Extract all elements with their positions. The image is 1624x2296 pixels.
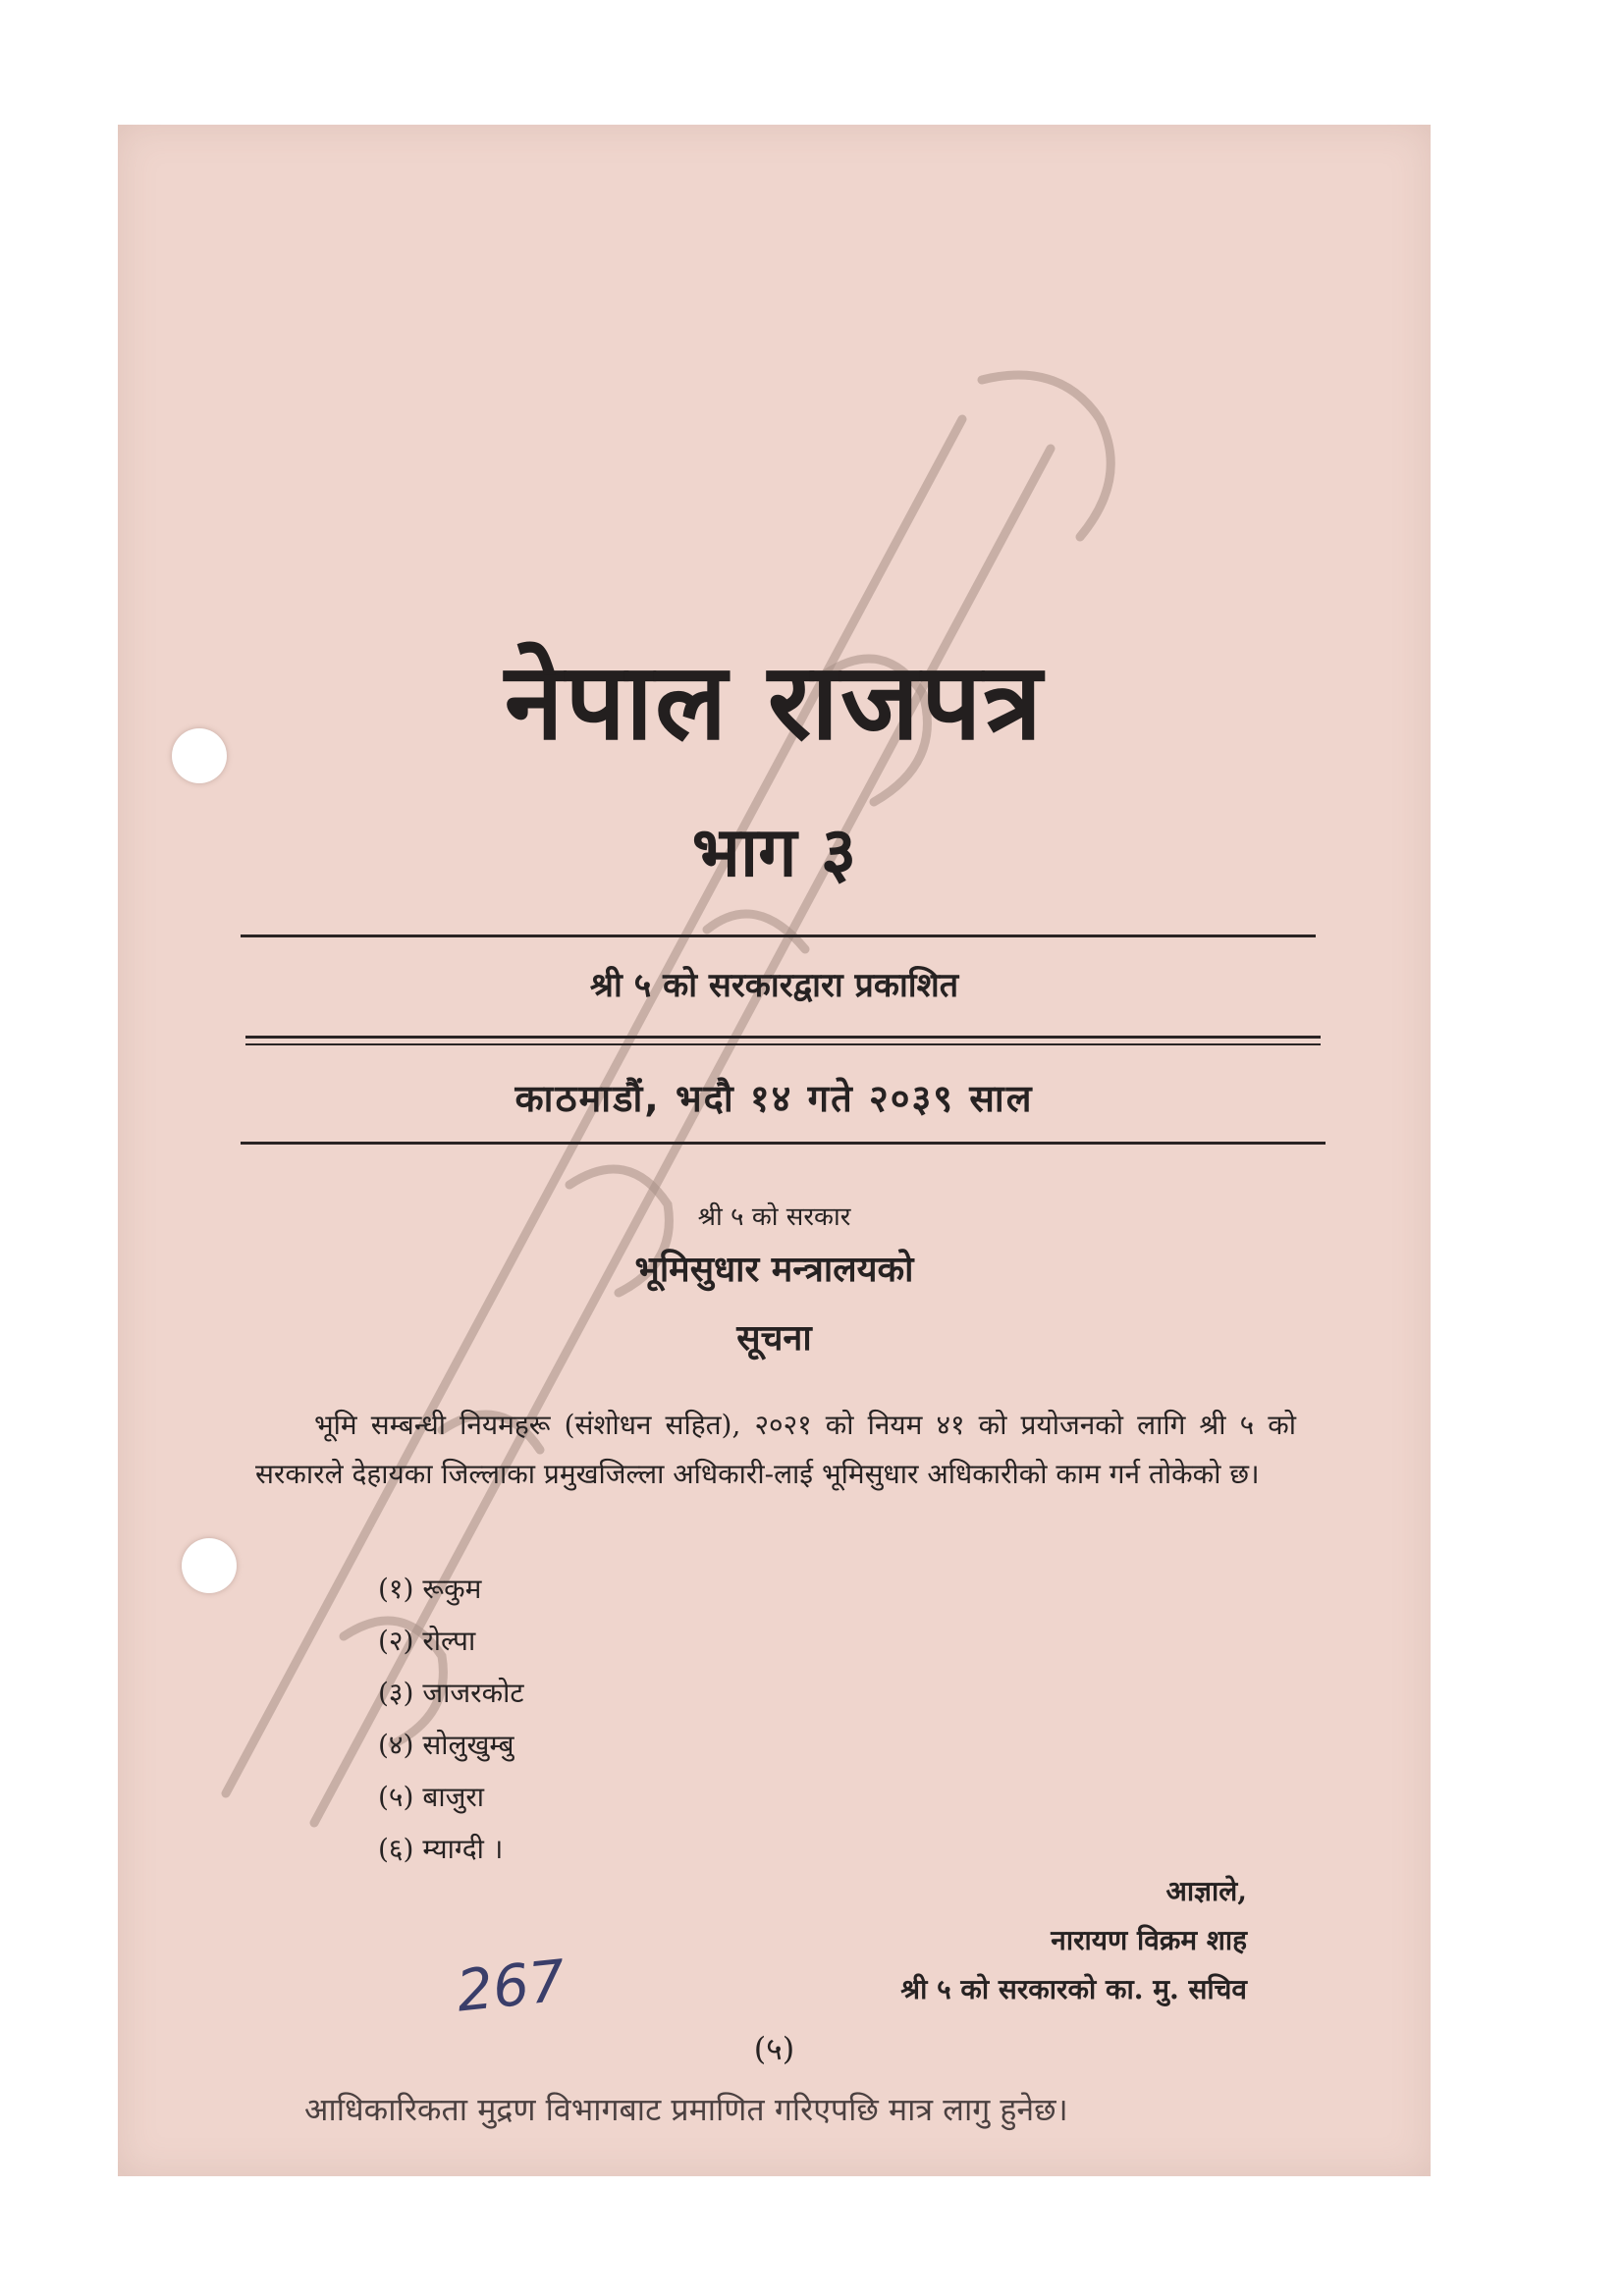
page-number: (५) [753,2030,795,2067]
publisher-line: श्री ५ को सरकारद्वारा प्रकाशित [589,966,959,1005]
district-list [378,1563,523,1875]
signature-designation: श्री ५ को सरकारको का. मु. सचिव [900,1973,1247,2005]
ministry-heading: भूमिसुधार मन्त्रालयको [634,1249,914,1290]
signature-order: आज्ञाले, [1165,1875,1247,1907]
list-item: (१) रूकुम [378,1573,482,1605]
rule-3 [241,1142,1326,1145]
list-item: (५) बाजुरा [378,1781,485,1813]
government-heading: श्री ५ को सरकार [697,1202,851,1232]
signature-block [805,1867,1247,2014]
rule-2b [245,1043,1321,1045]
list-item: (६) म्याग्दी । [378,1833,504,1865]
gazette-page [118,125,1431,2176]
handwritten-number: 267 [453,1947,568,2025]
gazette-title: नेपाल राजपत्र [504,641,1045,764]
punch-hole-bottom [182,1538,237,1593]
signature-name: नारायण विक्रम शाह [1051,1924,1247,1956]
notice-body: भूमि सम्बन्धी नियमहरू (संशोधन सहित), २०२१ को नियम ४१ को प्रयोजनको लागि श्री ५ को सरकारले देहायका जिल्लाका प्रमुखजिल्ला अधिकारी-लाई भूमिसुधार अधिकारीको काम गर्न तोकेको छ। [255,1409,1296,1490]
list-item: (२) रोल्पा [378,1625,476,1657]
rule-2a [245,1036,1321,1039]
authenticity-footer: आधिकारिकता मुद्रण विभागबाट प्रमाणित गरिएपछि मात्र लागु हुनेछ। [304,2091,1068,2128]
dateline: काठमाडौं, भदौ १४ गते २०३९ साल [514,1077,1034,1120]
rule-1 [241,934,1316,937]
notice-title: सूचना [736,1317,812,1359]
gazette-part: भाग ३ [691,812,857,892]
list-item: (४) सोलुखुम्बु [378,1729,514,1761]
list-item: (३) जाजरकोट [378,1677,524,1709]
